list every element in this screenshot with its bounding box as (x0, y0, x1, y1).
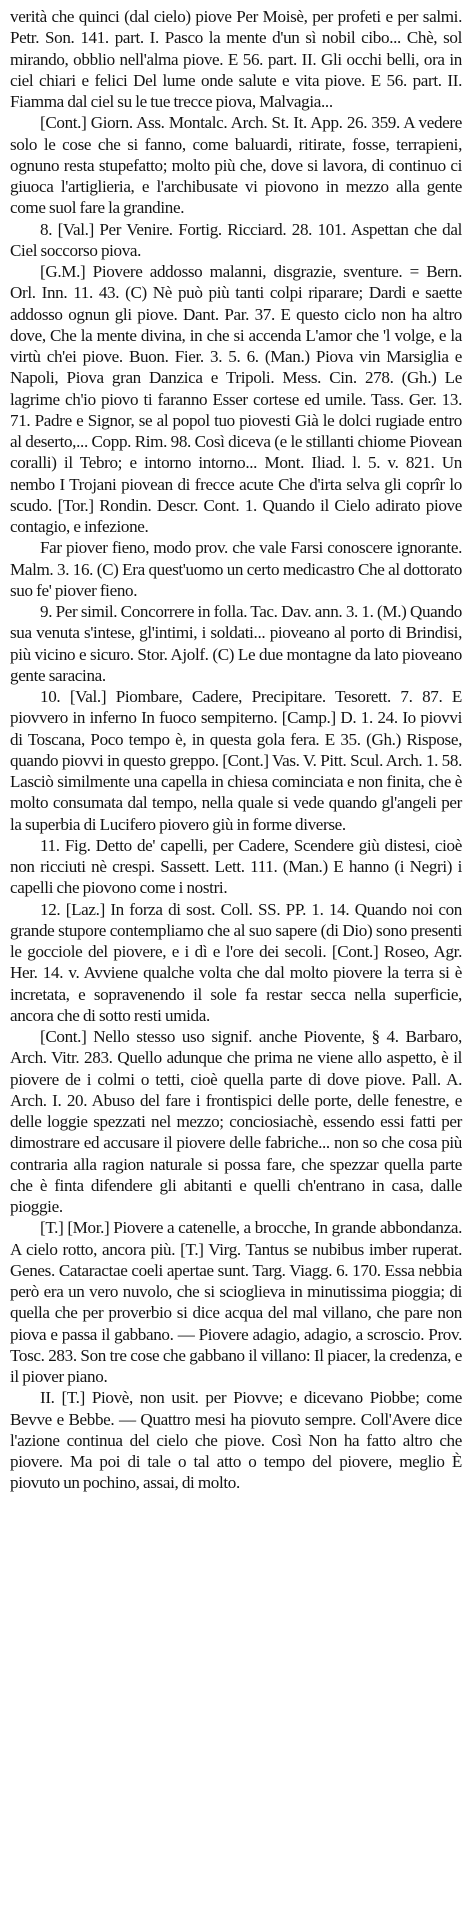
entry-sense-9: 9. Per simil. Concorrere in folla. Tac. Dav. ann. 3. 1. (M.) Quando sua venuta s'intese, gl'intimi, i soldati... pioveano al porto di Brindisi, più vicino e sicuro. Stor. Ajolf. (C) Le due montagne da lato pioveano gente saracina. (10, 602, 462, 685)
entry-paragraph-piovere-addosso: [G.M.] Piovere addosso malanni, disgrazie, sventure. = Bern. Orl. Inn. 11. 43. (C) Nè può più tanti colpi riparare; Dardi e saette addosso ognun gli piove. Dant. Par. 37. E questo ciclo non ha altro dove, Che la mente divina, in che si accenda L'amor che 'l volge, e la virtù ch'ei piove. Buon. Fier. 3. 5. 6. (Man.) Piova vin Marsiglia e Napoli, Piova gran Danzica e Tripoli. Mess. Cin. 278. (Gh.) Le lagrime ch'io piovo ti faranno Esser cortese ed umile. Tass. Ger. 13. 71. Padre e Signor, se al popol tuo piovesti Già le dolci rugiade entro al deserto,... Copp. Rim. 98. Così diceva (e le stillanti chiome Piovean coralli) il Tebro; e intorno intorno... Mont. Iliad. l. 5. v. 821. Un nembo I Trojani piovean di frecce acute Che d'irta selva gli coprîr lo scudo. [Tor.] Rondin. Descr. Cont. 1. Quando il Cielo adirato piove contagio, e infezione. (10, 262, 462, 536)
entry-paragraph-cont-montalc: [Cont.] Giorn. Ass. Montalc. Arch. St. It. App. 26. 359. A vedere solo le cose che si fanno, come baluardi, ritirate, fosse, terrapieni, ognuno resta stupefatto; molto più che, dove si lavora, di continuo ci giuoca l'artiglieria, e l'archibusate vi piovono in mezzo alla gente come suol fare la grandine. (10, 113, 462, 218)
entry-sense-10: 10. [Val.] Piombare, Cadere, Precipitare. Tesorett. 7. 87. E piovvero in inferno In fuoco sempiterno. [Camp.] D. 1. 24. Io piovvi di Toscana, Poco tempo è, in questa gola fera. E 35. (Gh.) Rispose, quando piovvi in questo greppo. [Cont.] Vas. V. Pitt. Scul. Arch. 1. 58. Lasciò similmente una capella in chiesa cominciata e non finita, che è molto consumata dal tempo, nella quale si vede quando gl'angeli per la superbia di Lucifero piovero giù in forme diverse. (10, 687, 462, 834)
entry-paragraph-far-piover-fieno: Far piover fieno, modo prov. che vale Farsi conoscere ignorante. Malm. 3. 16. (C) Era quest'uomo un certo medicastro Che al dottorato suo fe' piover fieno. (10, 538, 462, 600)
dictionary-text-column (10, 6, 462, 1494)
entry-sense-8: 8. [Val.] Per Venire. Fortig. Ricciard. 28. 101. Aspettan che dal Ciel soccorso piova. (10, 219, 462, 260)
entry-sense-12: 12. [Laz.] In forza di sost. Coll. SS. PP. 1. 14. Quando noi con grande stupore contempliamo che al suo sapere (di Dio) sono presenti le gocciole del piovere, e i dì e l'ore dei secoli. [Cont.] Roseo, Agr. Her. 14. v. Avviene qualche volta che dal molto piovere la terra si è incretata, e sopravenendo il sole fa restar secca nella superficie, ancora che di sotto resti umida. (10, 899, 462, 1025)
entry-sense-11: 11. Fig. Detto de' capelli, per Cadere, Scendere giù distesi, cioè non ricciuti nè crespi. Sassett. Lett. 111. (Man.) E hanno (i Negri) i capelli che piovono come i nostri. (10, 835, 462, 898)
entry-section-II: II. [T.] Piovè, non usit. per Piovve; e dicevano Piobbe; come Bevve e Bebbe. — Quattro mesi ha piovuto sempre. Coll'Avere dice l'azione continua del cielo che piove. Così Non ha fatto altro che piovere. Ma poi di tale o tal atto o tempo del piovere, meglio È piovuto un pochino, assai, di molto. (10, 1388, 462, 1493)
entry-paragraph-piovente: [Cont.] Nello stesso uso signif. anche Piovente, § 4. Barbaro, Arch. Vitr. 283. Quello adunque che prima ne viene allo aspetto, è il piovere de i colmi o tetti, cioè quella parte di dove piove. Pall. A. Arch. I. 20. Abuso del fare i frontispici delle porte, delle fenestre, e delle loggie spezzati nel mezzo; conciosiachè, essendo essi fatti per dimostrare ed accusare il piovere delle fabriche... non so che cosa più contraria alla ragion naturale si possa fare, che spezzar quella parte che è finta difendere gli abitanti e quelli ch'entrano in casa, dalle pioggie. (10, 1027, 462, 1216)
entry-paragraph-catenelle: [T.] [Mor.] Piovere a catenelle, a brocche, In grande abbondanza. A cielo rotto, ancora più. [T.] Virg. Tantus se nubibus imber ruperat. Genes. Cataractae coeli apertae sunt. Targ. Viagg. 6. 170. Essa nebbia però era un vero nuvolo, che si scioglieva in minutissima pioggia; di quella che per proverbio si dice acqua del mal villano, che pare non piova e passa il gabbano. — Piovere adagio, adagio, a scroscio. Prov. Tosc. 283. Son tre cose che gabbano il villano: Il piacer, la credenza, e il piover piano. (10, 1218, 462, 1386)
entry-paragraph-continuation: verità che quinci (dal cielo) piove Per Moisè, per profeti e per salmi. Petr. Son. 141. part. I. Pasco la mente d'un sì nobil cibo... Chè, sol mirando, obblio nell'alma piove. E 56. part. II. Gli occhi belli, ora in ciel chiari e felici Del lume onde salute e vita piove. E 56. part. II. Fiamma dal ciel su le tue trecce piova, Malvagia... (10, 7, 462, 111)
